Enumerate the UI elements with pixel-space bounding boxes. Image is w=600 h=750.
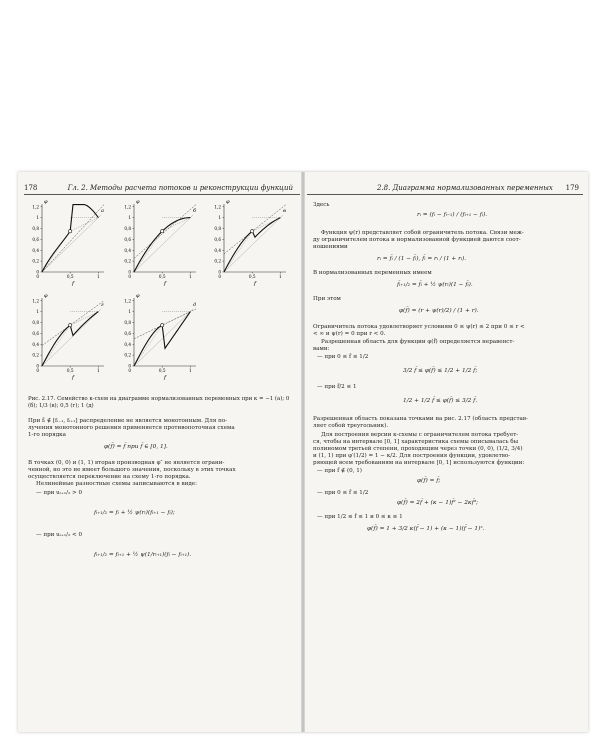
panel-label: г [101, 302, 104, 308]
plot-panel [32, 293, 104, 381]
point-marker [69, 230, 72, 233]
formula: φ(f̃) = f̃ при f̃ ∈ [0, 1]. [104, 444, 168, 450]
tick-label: 1,2 [124, 204, 131, 210]
left-page-header [24, 184, 300, 195]
text-line: В точках (0, 0) и (1, 1) вторая производная φ″ не является ограни- [28, 460, 225, 466]
text-line: Здесь [313, 202, 330, 208]
text-line: Функция ψ(r) представляет собой ограничитель потока. Связи меж- [321, 230, 524, 236]
tick-label: 1 [97, 368, 100, 373]
tick-label: 0,8 [32, 320, 39, 326]
tick-label: 0,8 [214, 226, 221, 232]
text-line: Нелинейные разностные схемы записываются в виде: [36, 481, 198, 487]
plot-panel [32, 199, 104, 287]
right-page-header [307, 184, 583, 195]
text-line: — при 0 ≤ f̃ ≤ 1/2 [317, 354, 369, 360]
tick-label: 0,6 [124, 236, 131, 242]
text-line: — при f̃ ∉ (0, 1) [317, 468, 362, 474]
text-line: ношениями [313, 244, 348, 250]
book-spread [18, 172, 588, 732]
text-line: В нормализованных переменных имеем [313, 270, 432, 276]
tick-label: 1,2 [32, 204, 39, 210]
tick-label: 0,2 [32, 258, 39, 264]
left-page [24, 172, 300, 732]
tick-label: 0 [36, 363, 39, 369]
tick-label: 1,2 [124, 298, 131, 304]
text-line: При f̃ᵢ ∉ [fᵢ₋₁, fᵢ₊₁] распределение не является монотонным. Для по- [28, 418, 228, 424]
panel-label: б [193, 208, 197, 214]
text-line: вами: [313, 346, 330, 352]
tick-label: 0,6 [32, 330, 39, 336]
tick-label: 0 [128, 269, 131, 275]
tick-label: 0,2 [124, 258, 131, 264]
text-line: ряющей всем требованиям на интервале [0, 1] используются функции: [313, 460, 525, 466]
tick-label: 1 [36, 215, 39, 221]
tick-label: 0,6 [32, 236, 39, 242]
plot-panel [124, 199, 197, 287]
formula: φ(f̃) = 1 + 3/2 κ(f̃ − 1) + (κ − 1)(f̃ − 1)². [367, 526, 485, 532]
x-axis-label: f [253, 281, 257, 287]
text-line: — при uᵢ₊₁/₂ > 0 [36, 490, 83, 496]
text-line: При этом [313, 296, 341, 302]
text-line: — при 1/2 ≤ f̃ ≤ 1 и 0 ≤ κ ≤ 1 [317, 514, 403, 520]
formula: fᵢ₊₁/₂ = fᵢ + ½ ψ(rᵢ)(fᵢ₊₁ − fᵢ); [94, 510, 175, 516]
tick-label: 0,8 [32, 226, 39, 232]
point-marker [161, 324, 164, 327]
text-line: ляет собой треугольник). [313, 423, 389, 429]
tick-label: 0 [218, 269, 221, 275]
text-line: Разрешенная область показана точками на рис. 2.17 (область представ- [313, 416, 528, 422]
tick-label: 0,6 [214, 236, 221, 242]
svg-text:0: 0 [36, 368, 39, 373]
svg-text:0: 0 [128, 368, 131, 373]
x-axis-label: f [163, 375, 167, 381]
tick-label: 0,6 [124, 330, 131, 336]
text-line: Разрешенная область для функции φ(f̃) определяется неравенст- [321, 339, 515, 345]
y-axis-label: φ [226, 199, 230, 205]
formula: φ(f̃) = (r + ψ(r)/2) / (1 + r). [399, 308, 479, 314]
formula: fᵢ₊₁/₂ = fᵢ₊₁ + ½ ψ(1/rᵢ₊₁)(fᵢ − fᵢ₊₁). [94, 552, 192, 558]
formula: rᵢ = (fᵢ − fᵢ₋₁) / (fᵢ₊₁ − fᵢ). [417, 212, 488, 218]
point-marker [161, 230, 164, 233]
plot-panel [214, 199, 286, 287]
plot-panel [124, 293, 196, 381]
text-line: 1-го порядка [28, 432, 67, 438]
tick-label: 0,5 [66, 368, 74, 373]
tick-label: 1 [218, 215, 221, 221]
tick-label: 0 [128, 363, 131, 369]
tick-label: 0,5 [248, 274, 256, 279]
tick-label: 0,5 [158, 274, 166, 279]
tick-label: 0,5 [158, 368, 166, 373]
tick-label: 1 [189, 274, 192, 279]
text-line: лучения монотонного решения применяется противопоточная схема [28, 425, 235, 431]
right-running-title: 2.8. Диаграмма нормализованных переменных [377, 184, 553, 192]
formula: f̃ᵢ₊₁/₂ = f̃ᵢ + ½ ψ(rᵢ)(1 − f̃ᵢ). [397, 282, 473, 288]
text-line: — при uᵢ₊₁/₂ < 0 [36, 532, 83, 538]
tick-label: 0,4 [124, 341, 131, 347]
panel-label: а [101, 208, 104, 214]
y-axis-label: φ [44, 199, 48, 205]
x-axis-label: f [163, 281, 167, 287]
svg-text:0: 0 [218, 274, 221, 279]
svg-text:0: 0 [36, 274, 39, 279]
text-line: Ограничитель потока удовлетворяет условиям 0 ≤ ψ(r) ≤ 2 при 0 ≤ r < [313, 324, 525, 330]
formula: φ(f̃) = 2f̃ + (κ − 1)f̃² − 2κf̃³; [397, 500, 479, 506]
figure-caption: Рис. 2.17. Семейство κ-схем на диаграмме нормализованных переменных при κ = −1 (а); 0 (б); 1/3 (в); 0,5 (г); 1 (д) [28, 396, 290, 409]
text-line: и (1, 1) при φ′(1/2) = 1 − κ/2. Для построения функции, удовлетво- [313, 453, 511, 459]
tick-label: 0,4 [32, 341, 39, 347]
right-page-number: 179 [565, 184, 579, 192]
svg-text:0: 0 [128, 274, 131, 279]
right-page [307, 172, 583, 732]
text-line: осуществляется переключение на схему 1-го порядка. [28, 474, 191, 480]
y-axis-label: φ [136, 199, 140, 205]
tick-label: 0 [36, 269, 39, 275]
point-marker [69, 324, 72, 327]
text-line: полиномом третьей степени, проходящим через точки (0, 0), (1/2, 3/4) [313, 446, 523, 452]
tick-label: 0,4 [32, 247, 39, 253]
text-line: Для построения версии κ-схемы с ограничителем потока требует- [321, 432, 519, 438]
panel-label: д [193, 302, 197, 308]
y-axis-label: φ [44, 293, 48, 299]
formula: rᵢ = f̃ᵢ / (1 − f̃ᵢ), f̃ᵢ = rᵢ / (1 + rᵢ). [377, 256, 467, 262]
text-line: < ∞ и ψ(r) = 0 при r < 0. [313, 331, 386, 337]
tick-label: 1 [36, 309, 39, 315]
tick-label: 1 [128, 309, 131, 315]
left-running-title: Гл. 2. Методы расчета потоков и реконструкции функций [67, 184, 293, 192]
panel-label: в [283, 208, 286, 214]
tick-label: 0,2 [32, 352, 39, 358]
tick-label: 0,8 [124, 226, 131, 232]
tick-label: 1 [128, 215, 131, 221]
scheme-curve [42, 205, 98, 272]
formula: 3/2 f̃ ≤ φ(f̃) ≤ 1/2 + 1/2 f̃; [403, 368, 478, 374]
tick-label: 1,2 [32, 298, 39, 304]
tick-label: 1 [97, 274, 100, 279]
text-line: ду ограничителем потока и нормализованной функцией даются соот- [313, 237, 521, 243]
tick-label: 0,4 [214, 247, 221, 253]
x-axis-label: f [71, 375, 75, 381]
y-axis-label: φ [136, 293, 140, 299]
text-line: ченной, но это не имеет большого значения, поскольку в этих точках [28, 467, 236, 473]
tick-label: 1 [279, 274, 282, 279]
formula: 1/2 + 1/2 f̃ ≤ φ(f̃) ≤ 3/2 f̃. [403, 398, 478, 404]
tick-label: 0,4 [124, 247, 131, 253]
text-line: — при f̃/2 ≤ 1 [317, 384, 357, 390]
text-line: — при 0 ≤ f̃ ≤ 1/2 [317, 490, 369, 496]
formula: φ(f̃) = f̃; [417, 478, 441, 484]
tick-label: 0,2 [124, 352, 131, 358]
tick-label: 1,2 [214, 204, 221, 210]
tick-label: 1 [189, 368, 192, 373]
figure-2-17 [24, 198, 300, 398]
tick-label: 0,2 [214, 258, 221, 264]
book-gutter [301, 172, 305, 732]
left-page-number: 178 [24, 184, 38, 192]
tick-label: 0,5 [66, 274, 74, 279]
tick-label: 0,8 [124, 320, 131, 326]
x-axis-label: f [71, 281, 75, 287]
point-marker [251, 230, 254, 233]
text-line: ся, чтобы на интервале [0, 1] характеристика схемы описывалась бы [313, 439, 519, 445]
